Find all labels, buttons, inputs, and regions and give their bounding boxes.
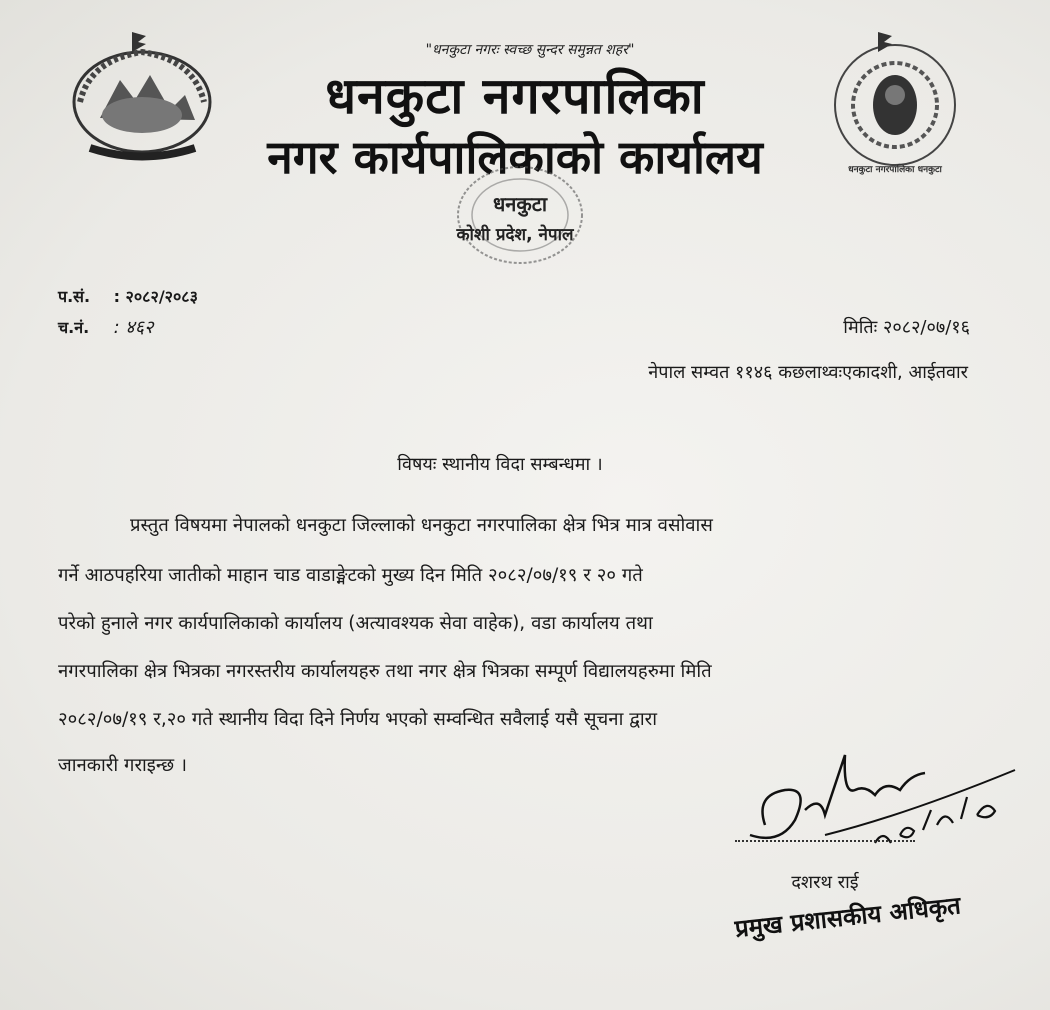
seal-text: धनकुटा नगरपालिका धनकुटा bbox=[848, 165, 942, 175]
signer-name: दशरथ राई bbox=[791, 872, 859, 893]
nepal-emblem-icon bbox=[60, 30, 225, 165]
signer-designation: प्रमुख प्रशासकीय अधिकृत bbox=[733, 891, 963, 943]
body-line: जानकारी गराइन्छ । bbox=[58, 755, 188, 776]
signature-line bbox=[735, 840, 915, 842]
date-miti: मितिः २०८२/०७/१६ bbox=[843, 317, 970, 338]
municipality-name: धनकुटा नगरपालिका bbox=[325, 67, 705, 125]
municipality-motto: "धनकुटा नगरः स्वच्छ सुन्दर समुन्नत शहर" bbox=[425, 42, 635, 58]
reference-cn bbox=[58, 315, 153, 339]
cn-value: : ४६२ bbox=[113, 317, 154, 338]
reference-ps bbox=[58, 285, 198, 307]
ps-label: प.सं. bbox=[58, 287, 91, 306]
body-line: नगरपालिका क्षेत्र भित्रका नगरस्तरीय कार्यालयहरु तथा नगर क्षेत्र भित्रका सम्पूर्ण विद्यालयहरुमा मिति bbox=[58, 661, 712, 682]
office-name: नगर कार्यपालिकाको कार्यालय bbox=[267, 130, 763, 184]
location-district: धनकुटा bbox=[492, 192, 548, 216]
location-province: कोशी प्रदेश, नेपाल bbox=[456, 225, 574, 245]
cn-label: च.नं. bbox=[58, 318, 90, 337]
letter-subject: विषयः स्थानीय विदा सम्बन्धमा । bbox=[397, 454, 603, 475]
body-line: परेको हुनाले नगर कार्यपालिकाको कार्यालय (अत्यावश्यक सेवा वाहेक), वडा कार्यालय तथा bbox=[58, 613, 653, 634]
handwritten-signature-icon bbox=[725, 735, 1025, 865]
municipality-seal-icon bbox=[820, 30, 970, 180]
ps-value: : २०८२/२०८३ bbox=[113, 287, 198, 306]
body-line: २०८२/०७/१९ र,२० गते स्थानीय विदा दिने निर्णय भएको सम्वन्धित सवैलाई यसै सूचना द्वारा bbox=[58, 709, 658, 730]
body-line: गर्ने आठपहरिया जातीको माहान चाड वाडाङ्मेटको मुख्य दिन मिति २०८२/०७/१९ र २० गते bbox=[58, 565, 643, 586]
official-stamp-icon bbox=[440, 160, 600, 280]
body-line: प्रस्तुत विषयमा नेपालको धनकुटा जिल्लाको धनकुटा नगरपालिका क्षेत्र भित्र मात्र वसोवास bbox=[130, 515, 713, 536]
date-nepal-samvat: नेपाल सम्वत ११४६ कछलाथ्वःएकादशी, आईतवार bbox=[648, 362, 968, 383]
